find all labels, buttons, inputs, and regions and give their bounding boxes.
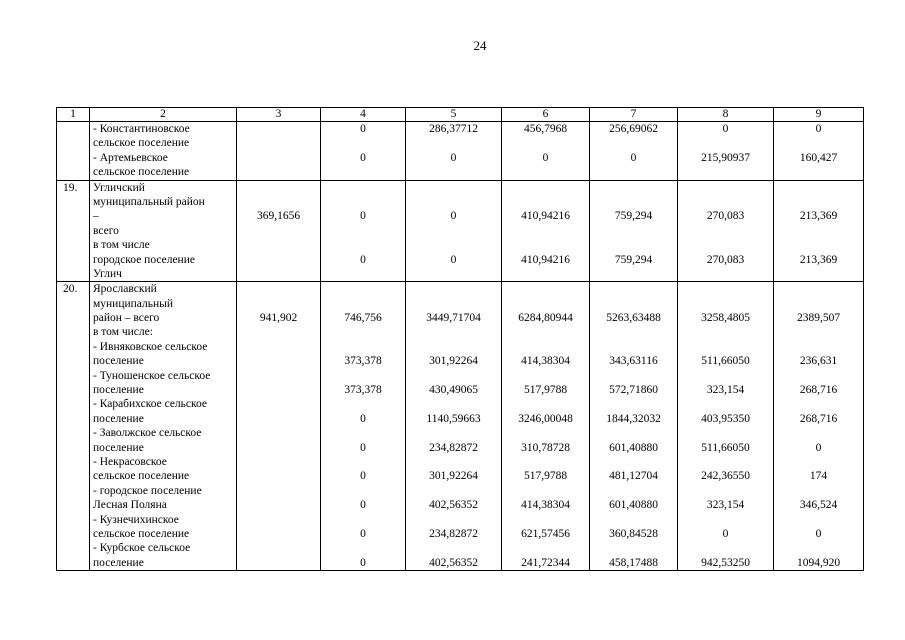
header-cell: 8 [678,108,774,122]
value-line: 458,17488 [609,556,658,569]
value-line: 270,083 [706,210,745,223]
value-cell-c3 [237,282,321,571]
value-line [774,297,863,311]
value-line: 402,56352 [429,499,478,512]
row-number: 19. [63,181,78,194]
table-row [57,282,864,571]
value-line: 3449,71704 [426,312,481,325]
value-line: 1094,920 [796,556,841,569]
value-line [590,455,677,469]
value-line: 0 [630,151,637,164]
row-name-line: Ярославский [93,283,157,296]
row-name-line: поселение [93,355,144,368]
value-line [502,136,589,150]
row-name-line: - Константиновское [93,123,190,135]
value-line [678,455,773,469]
value-line: 0 [360,151,366,164]
value-line [321,369,405,383]
value-line: 268,716 [799,412,838,425]
value-line: 0 [542,151,549,164]
value-line [678,297,773,311]
value-line [678,340,773,354]
value-line [774,369,863,383]
value-line [590,267,677,281]
value-line [502,238,589,252]
value-line [774,325,863,339]
value-line [237,426,320,440]
row-name-line: - Курбское сельское [93,542,191,555]
value-line: 0 [360,499,366,512]
value-line [406,238,501,252]
value-line [502,484,589,498]
value-line: 6284,80944 [518,312,573,325]
header-cell: 5 [406,108,502,122]
value-line: 373,378 [344,355,382,368]
value-line [321,282,405,296]
value-line [590,541,677,555]
value-line [678,513,773,527]
value-line [502,282,589,296]
row-name-line: - Некрасовское [93,455,167,468]
value-line [321,541,405,555]
value-cell-c7 [590,122,678,181]
value-line [321,397,405,411]
value-line [590,325,677,339]
value-line [590,238,677,252]
value-line [502,397,589,411]
value-line [590,282,677,296]
value-line: 236,631 [799,355,838,368]
value-line: 234,82872 [429,441,478,454]
row-name-line: поселение [93,441,144,454]
value-line [321,513,405,527]
value-line [774,340,863,354]
table-row [57,180,864,282]
value-line [321,238,405,252]
value-line: 213,369 [799,210,838,223]
value-line [321,195,405,209]
row-number: 20. [63,283,78,296]
value-line: 270,083 [706,253,745,266]
table-row [57,122,864,181]
page-number: 24 [473,38,487,53]
table-header-row [57,108,864,122]
value-line [678,426,773,440]
value-line: 759,294 [614,253,653,266]
value-line: 301,92264 [429,355,478,368]
row-name-line: сельское поселение [93,470,190,483]
value-line [406,426,501,440]
value-line [237,340,320,354]
value-line [678,136,773,150]
value-line [774,513,863,527]
row-name-line: Лесная Поляна [93,499,167,512]
value-line [678,325,773,339]
value-line [237,181,320,195]
value-line [590,165,677,179]
value-line: 456,7968 [523,123,568,135]
value-line [774,224,863,238]
row-name-cell [90,282,237,571]
row-name-line: - Артемьевское [93,151,168,164]
value-line: 746,756 [344,312,382,325]
value-line [502,340,589,354]
value-line [590,181,677,195]
value-line [237,441,320,455]
value-line [237,224,320,238]
row-name-line: в том числе: [93,326,153,339]
value-line: 256,69062 [609,123,658,135]
value-line [678,195,773,209]
value-line: 215,90937 [701,151,750,164]
value-line: 942,53250 [701,556,750,569]
row-number-cell [57,180,90,282]
value-line: 511,66050 [701,355,750,368]
value-line: 0 [450,253,457,266]
value-line [590,369,677,383]
value-line: 517,9788 [523,384,568,397]
value-line [590,195,677,209]
value-line: 511,66050 [701,441,750,454]
value-cell-c5 [406,180,502,282]
value-line: 1844,32032 [606,412,661,425]
value-line [237,151,320,165]
value-line [237,484,320,498]
value-line [321,325,405,339]
value-line [678,541,773,555]
row-name-line: - Карабихское сельское [93,398,208,411]
value-line: 3258,4805 [701,312,750,325]
value-line [502,541,589,555]
value-line [590,297,677,311]
row-name-line: район – всего [93,312,160,325]
value-line: 174 [809,470,828,483]
value-line [406,282,501,296]
value-line [406,165,501,179]
value-line: 0 [815,123,822,135]
value-line [237,325,320,339]
value-line [321,484,405,498]
header-cell: 9 [774,108,864,122]
value-line [406,297,501,311]
value-line: 242,36550 [701,470,750,483]
value-line [237,412,320,426]
value-cell-c8 [678,282,774,571]
row-number-cell [57,282,90,571]
value-line [678,369,773,383]
value-line [237,253,320,267]
value-line [774,426,863,440]
row-name-line: - Ивняковское сельское [93,340,208,353]
value-cell-c7 [590,180,678,282]
value-line [590,484,677,498]
value-line [590,136,677,150]
value-line [590,513,677,527]
value-line [590,340,677,354]
header-cell: 2 [90,108,237,122]
row-name-line: сельское поселение [93,166,190,179]
value-line: 601,40880 [609,441,658,454]
value-line [774,397,863,411]
value-line: 0 [360,441,366,454]
row-name-line: Угличский [93,181,145,194]
value-line [406,325,501,339]
value-line [678,224,773,238]
value-line: 2389,507 [796,312,841,325]
row-name-cell [90,180,237,282]
value-line [237,297,320,311]
value-cell-c3 [237,122,321,181]
value-line [237,541,320,555]
value-line [678,484,773,498]
value-cell-c9 [774,282,864,571]
value-line [237,527,320,541]
value-line: 403,95350 [701,412,750,425]
value-line [237,165,320,179]
value-line: 268,716 [799,384,838,397]
value-line [406,224,501,238]
value-line [774,282,863,296]
value-line: 414,38304 [521,355,570,368]
value-cell-c6 [502,122,590,181]
row-name-line: - Туношенское сельское [93,369,211,382]
value-line [502,165,589,179]
value-line [678,165,773,179]
value-line [237,267,320,281]
value-line [237,397,320,411]
value-cell-c5 [406,282,502,571]
value-line [321,224,405,238]
row-name-line: сельское поселение [93,137,190,150]
value-line: 160,427 [799,151,838,164]
value-line [590,224,677,238]
value-line [406,455,501,469]
value-line: 0 [722,527,729,540]
value-line [502,224,589,238]
value-line [321,426,405,440]
value-line: 572,71860 [609,384,658,397]
value-line [406,340,501,354]
value-line [774,484,863,498]
value-line [406,136,501,150]
value-line: 343,63116 [609,355,658,368]
value-line: 0 [360,123,366,135]
value-line: 0 [722,123,729,135]
value-line [321,165,405,179]
value-line [502,325,589,339]
value-cell-c9 [774,122,864,181]
value-cell-c4 [321,122,406,181]
value-line: 213,369 [799,253,838,266]
value-cell-c8 [678,180,774,282]
value-line [321,181,405,195]
row-number [63,122,89,136]
row-name-line: городское поселение [93,253,195,266]
row-name-line: в том числе [93,239,150,252]
value-line [502,297,589,311]
row-name-line: поселение [93,412,144,425]
row-name-line: - Кузнечихинское [93,513,179,526]
value-line [406,369,501,383]
value-line [237,369,320,383]
value-line: 0 [815,527,822,540]
value-line [237,383,320,397]
row-name-line: сельское поселение [93,527,190,540]
value-line [237,282,320,296]
value-line: 0 [360,556,366,569]
value-cell-c6 [502,180,590,282]
value-line: 3246,00048 [518,412,573,425]
value-line [237,238,320,252]
value-line [237,136,320,150]
value-line [590,426,677,440]
value-cell-c4 [321,180,406,282]
value-line: 517,9788 [523,470,568,483]
value-line [678,238,773,252]
value-line [502,181,589,195]
row-name-line: Углич [93,267,122,280]
value-line [237,455,320,469]
value-line [321,136,405,150]
data-table [56,107,864,571]
value-line: 373,378 [344,384,382,397]
value-line [774,181,863,195]
value-line [774,541,863,555]
value-line [774,136,863,150]
row-name-line: всего [93,224,119,237]
value-line: 0 [815,441,822,454]
value-line: 941,902 [259,312,298,325]
value-line [237,513,320,527]
value-line: 0 [360,470,366,483]
value-line: 301,92264 [429,470,478,483]
value-line: 481,12704 [609,470,658,483]
value-line: 0 [450,151,457,164]
value-line [678,267,773,281]
value-line [774,195,863,209]
value-line [406,181,501,195]
value-line [502,455,589,469]
value-line: 759,294 [614,210,653,223]
value-line: 410,94216 [521,253,570,266]
value-cell-c8 [678,122,774,181]
row-name-line: – [93,210,99,223]
value-line: 402,56352 [429,556,478,569]
row-name-line: муниципальный район [93,195,205,208]
value-line: 621,57456 [521,527,570,540]
table-body [57,122,864,571]
value-line [237,469,320,483]
row-name-line: - городское поселение [93,484,202,497]
header-cell: 1 [57,108,90,122]
value-cell-c9 [774,180,864,282]
value-line [321,340,405,354]
value-cell-c5 [406,122,502,181]
value-line: 601,40880 [609,499,658,512]
value-line: 5263,63488 [606,312,661,325]
value-line: 310,78728 [521,441,570,454]
value-line [502,513,589,527]
value-line: 0 [450,210,457,223]
value-line [502,426,589,440]
value-line: 0 [360,412,366,425]
value-line: 346,524 [799,499,838,512]
value-line: 410,94216 [521,210,570,223]
value-line: 323,154 [706,384,745,397]
header-cell: 3 [237,108,321,122]
value-line [406,513,501,527]
header-cell: 7 [590,108,678,122]
value-line [321,267,405,281]
value-line [237,556,320,570]
header-cell: 6 [502,108,590,122]
value-line: 323,154 [706,499,745,512]
value-cell-c3 [237,180,321,282]
value-line [502,369,589,383]
value-line [406,541,501,555]
value-line: 0 [360,210,366,223]
value-line: 430,49065 [429,384,478,397]
value-line [237,498,320,512]
value-line: 286,37712 [429,123,478,135]
value-line [678,397,773,411]
value-line: 360,84528 [609,527,658,540]
value-line [502,195,589,209]
value-line: 0 [360,253,366,266]
value-line [406,397,501,411]
value-line [774,165,863,179]
value-line [321,455,405,469]
row-name-cell [90,122,237,181]
value-line [321,297,405,311]
value-line [406,484,501,498]
value-line [590,397,677,411]
value-line [237,195,320,209]
value-line: 1140,59663 [426,412,481,425]
value-line [678,282,773,296]
value-cell-c7 [590,282,678,571]
value-line: 414,38304 [521,499,570,512]
value-line [237,354,320,368]
header-cell: 4 [321,108,406,122]
value-line [237,122,320,136]
value-line [406,195,501,209]
value-line [406,267,501,281]
value-line: 369,1656 [256,210,301,223]
row-name-line: муниципальный [93,297,174,310]
value-line [678,181,773,195]
value-line: 0 [360,527,366,540]
value-line [774,267,863,281]
value-line [774,455,863,469]
value-cell-c6 [502,282,590,571]
row-name-line: поселение [93,556,144,569]
row-name-line: поселение [93,384,144,397]
value-line: 241,72344 [521,556,570,569]
row-number-cell [57,122,90,181]
row-name-line: - Заволжское сельское [93,427,202,440]
value-line: 234,82872 [429,527,478,540]
value-line [774,238,863,252]
value-cell-c4 [321,282,406,571]
value-line [502,267,589,281]
